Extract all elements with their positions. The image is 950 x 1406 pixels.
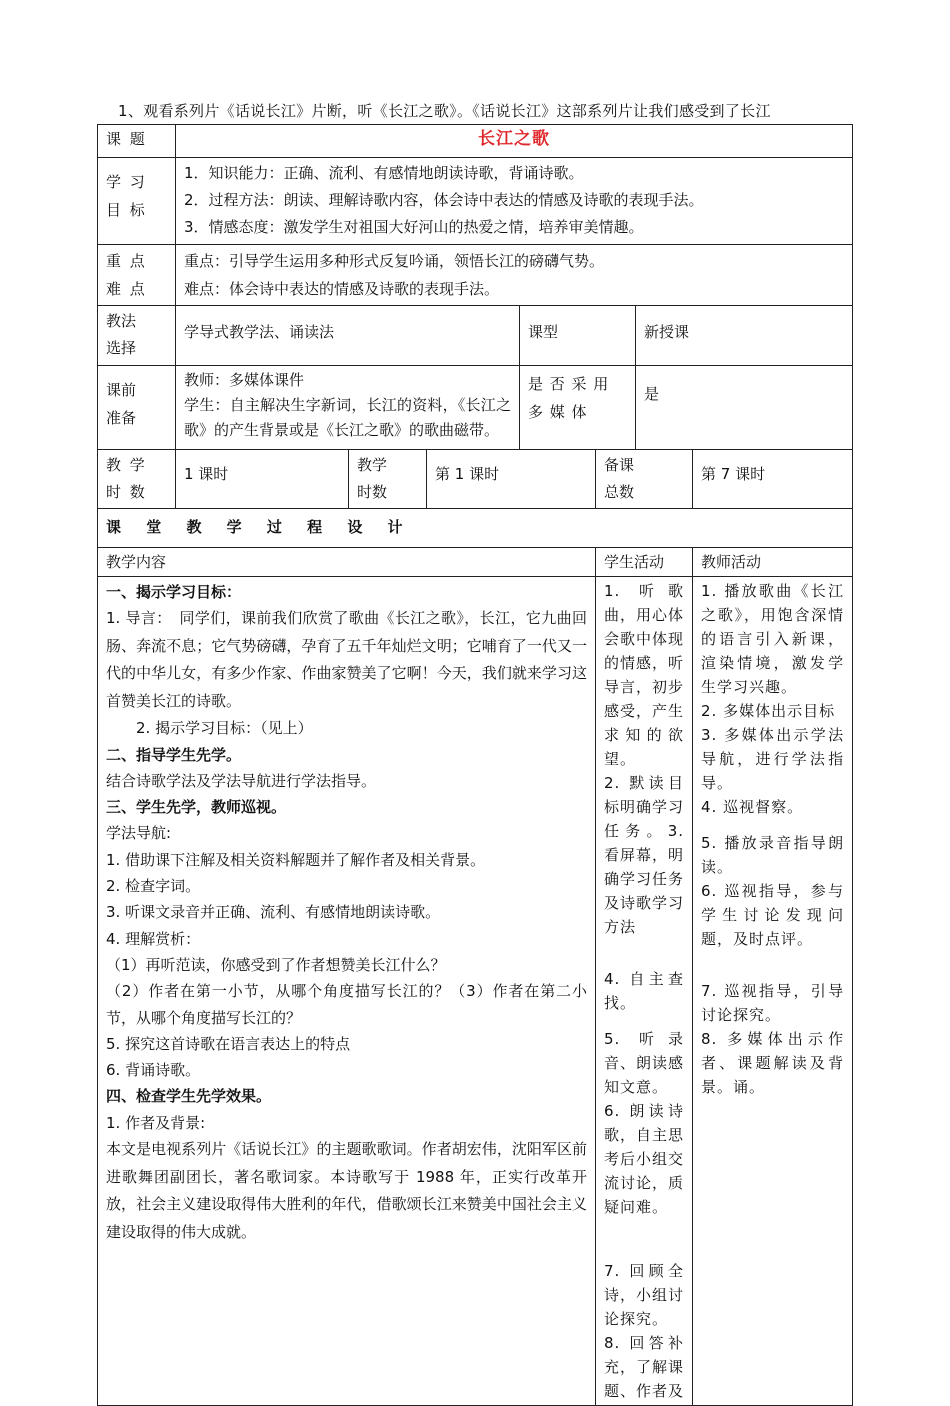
method-cell: 学导式教学法、诵读法 <box>176 306 520 366</box>
label-total: 备课 总数 <box>596 450 693 509</box>
goal-item: 2．过程方法：朗读、理解诗歌内容，体会诗中表达的情感及诗歌的表现手法。 <box>184 191 704 209</box>
content-paragraph: 6. 背诵诗歌。 <box>106 1061 201 1080</box>
student-activity: 2. 默读目标明确学习任务。3. 看屏幕，明确学习任务及诗歌学习方法 <box>604 774 685 936</box>
teacher-activity: 1. 播放歌曲《长江之歌》，用饱含深情的语言引入新课，渲染情境，激发学生学习兴趣。 <box>701 582 845 696</box>
key-point: 难点：体会诗中表达的情感及诗歌的表现手法。 <box>184 280 500 298</box>
key-points-cell <box>176 245 853 306</box>
row-method <box>98 306 853 366</box>
student-activity: 7. 回顾全诗，小组讨论探究。 <box>604 1262 685 1328</box>
lesson-title-cell <box>176 125 853 158</box>
row-key-points <box>98 245 853 306</box>
student-activity: 5. 听录音、朗读感知文意。 <box>604 1030 685 1096</box>
content-paragraph: 2. 检查字词。 <box>106 877 201 896</box>
teacher-activity-cell <box>693 577 853 1406</box>
hours2-value: 第 1 课时 <box>427 450 596 509</box>
content-paragraph: 5. 探究这首诗歌在语言表达上的特点 <box>106 1034 351 1053</box>
row-process-body <box>98 577 853 1406</box>
label-method: 教法 选择 <box>98 306 176 366</box>
prep-cell <box>176 366 520 450</box>
content-paragraph: 4. 理解赏析： <box>106 929 201 948</box>
content-paragraph: 3. 听课文录音并正确、流利、有感情地朗读诗歌。 <box>106 903 441 922</box>
goal-item: 3．情感态度：激发学生对祖国大好河山的热爱之情，培养审美情趣。 <box>184 218 644 236</box>
row-goals <box>98 158 853 245</box>
label-goals: 学 习 目 标 <box>98 158 176 245</box>
content-paragraph: 结合诗歌学法及学法导航进行学法指导。 <box>106 771 377 790</box>
goals-cell <box>176 158 853 245</box>
label-prep: 课前 准备 <box>98 366 176 450</box>
content-heading: 一、揭示学习目标： <box>106 583 242 601</box>
content-paragraph: 本文是电视系列片《话说长江》的主题歌歌词。作者胡宏伟，沈阳军区前进歌舞团副团长，著名歌词家。本诗歌写于 1988 年，正实行改革开放，社会主义建设取得伟大胜利的年代，借歌颂长江来赞美中国社会主义建设取得的伟大成就。 <box>106 1140 587 1241</box>
content-paragraph: 2. 揭示学习目标：（见上） <box>136 719 313 738</box>
label-key: 重 点 难 点 <box>98 245 176 306</box>
total-value: 第 7 课时 <box>693 450 853 509</box>
content-heading: 三、学生先学，教师巡视。 <box>106 798 287 817</box>
media-value: 是 <box>636 366 853 450</box>
label-title: 课 题 <box>98 125 176 158</box>
row-prep <box>98 366 853 450</box>
col-header-content: 教学内容 <box>98 548 596 577</box>
prep-teacher: 教师：多媒体课件 <box>184 371 305 389</box>
key-point: 重点：引导学生运用多种形式反复吟诵，领悟长江的磅礴气势。 <box>184 252 605 270</box>
teacher-activity: 7. 巡视指导，引导讨论探究。 <box>701 982 845 1024</box>
intro-line: 1、观看系列片《话说长江》片断，听《长江之歌》。《话说长江》这部系列片让我们感受到了长江 <box>118 102 771 120</box>
row-process-header <box>98 548 853 577</box>
teacher-activity: 5. 播放录音指导朗读。 <box>701 834 845 876</box>
student-activity: 6. 朗读诗歌，自主思考后小组交流讨论，质疑问难。 <box>604 1102 685 1216</box>
content-paragraph: 1. 作者及背景: <box>106 1113 206 1132</box>
content-paragraph: 1. 导言： 同学们，课前我们欣赏了歌曲《长江之歌》，长江，它九曲回肠、奔流不息；它气势磅礴，孕育了五千年灿烂文明；它哺育了一代又一代的中华儿女，有多少作家、作曲家赞美了它啊！今天，我们就来学习这首赞美长江的诗歌。 <box>106 609 587 710</box>
lesson-title: 长江之歌 <box>478 129 551 149</box>
label-type: 课型 <box>520 306 636 366</box>
row-hours <box>98 450 853 509</box>
student-activity: 4. 自主查找。 <box>604 970 684 1012</box>
label-media: 是 否 采 用 多 媒 体 <box>520 366 636 450</box>
teacher-activity: 2. 多媒体出示目标 <box>701 702 836 720</box>
student-activity-cell <box>596 577 693 1406</box>
label-hours2: 教学 时数 <box>349 450 427 509</box>
student-activity: 1. 听歌曲，用心体会歌中体现的情感，听导言，初步感受，产生求知的欲望。 <box>604 582 685 768</box>
row-section-title <box>98 509 853 548</box>
prep-student: 学生：自主解决生字新词，长江的资料，《长江之歌》的产生背景或是《长江之歌》的歌曲磁带。 <box>184 396 511 439</box>
row-title <box>98 125 853 158</box>
student-activity: 8. 回答补充，了解课题、作者及 <box>604 1334 685 1400</box>
teacher-activity: 4. 巡视督察。 <box>701 798 804 816</box>
content-heading: 二、指导学生先学。 <box>106 745 242 764</box>
teacher-activity: 3. 多媒体出示学法导航，进行学法指导。 <box>701 726 845 792</box>
lesson-plan-table <box>97 124 853 1406</box>
content-paragraph: 1. 借助课下注解及相关资料解题并了解作者及相关背景。 <box>106 850 486 869</box>
content-paragraph: （1）再听范读，你感受到了作者想赞美长江什么？ <box>106 955 446 974</box>
hours-value: 1 课时 <box>176 450 349 509</box>
content-heading: 四、检查学生先学效果。 <box>106 1087 272 1106</box>
goal-item: 1．知识能力：正确、流利、有感情地朗读诗歌，背诵诗歌。 <box>184 164 584 182</box>
content-paragraph: （2）作者在第一小节，从哪个角度描写长江的？（3）作者在第二小节，从哪个角度描写长江的？ <box>106 982 587 1027</box>
section-title: 课 堂 教 学 过 程 设 计 <box>98 509 853 548</box>
col-header-teacher: 教师活动 <box>693 548 853 577</box>
col-header-student: 学生活动 <box>596 548 693 577</box>
teacher-activity: 6. 巡视指导，参与学生讨论发现问题，及时点评。 <box>701 882 845 948</box>
teacher-activity: 8. 多媒体出示作者、课题解读及背景。诵。 <box>701 1030 845 1096</box>
content-paragraph: 学法导航: <box>106 824 172 843</box>
type-value: 新授课 <box>636 306 853 366</box>
label-hours: 教 学 时 数 <box>98 450 176 509</box>
content-cell <box>98 577 596 1406</box>
